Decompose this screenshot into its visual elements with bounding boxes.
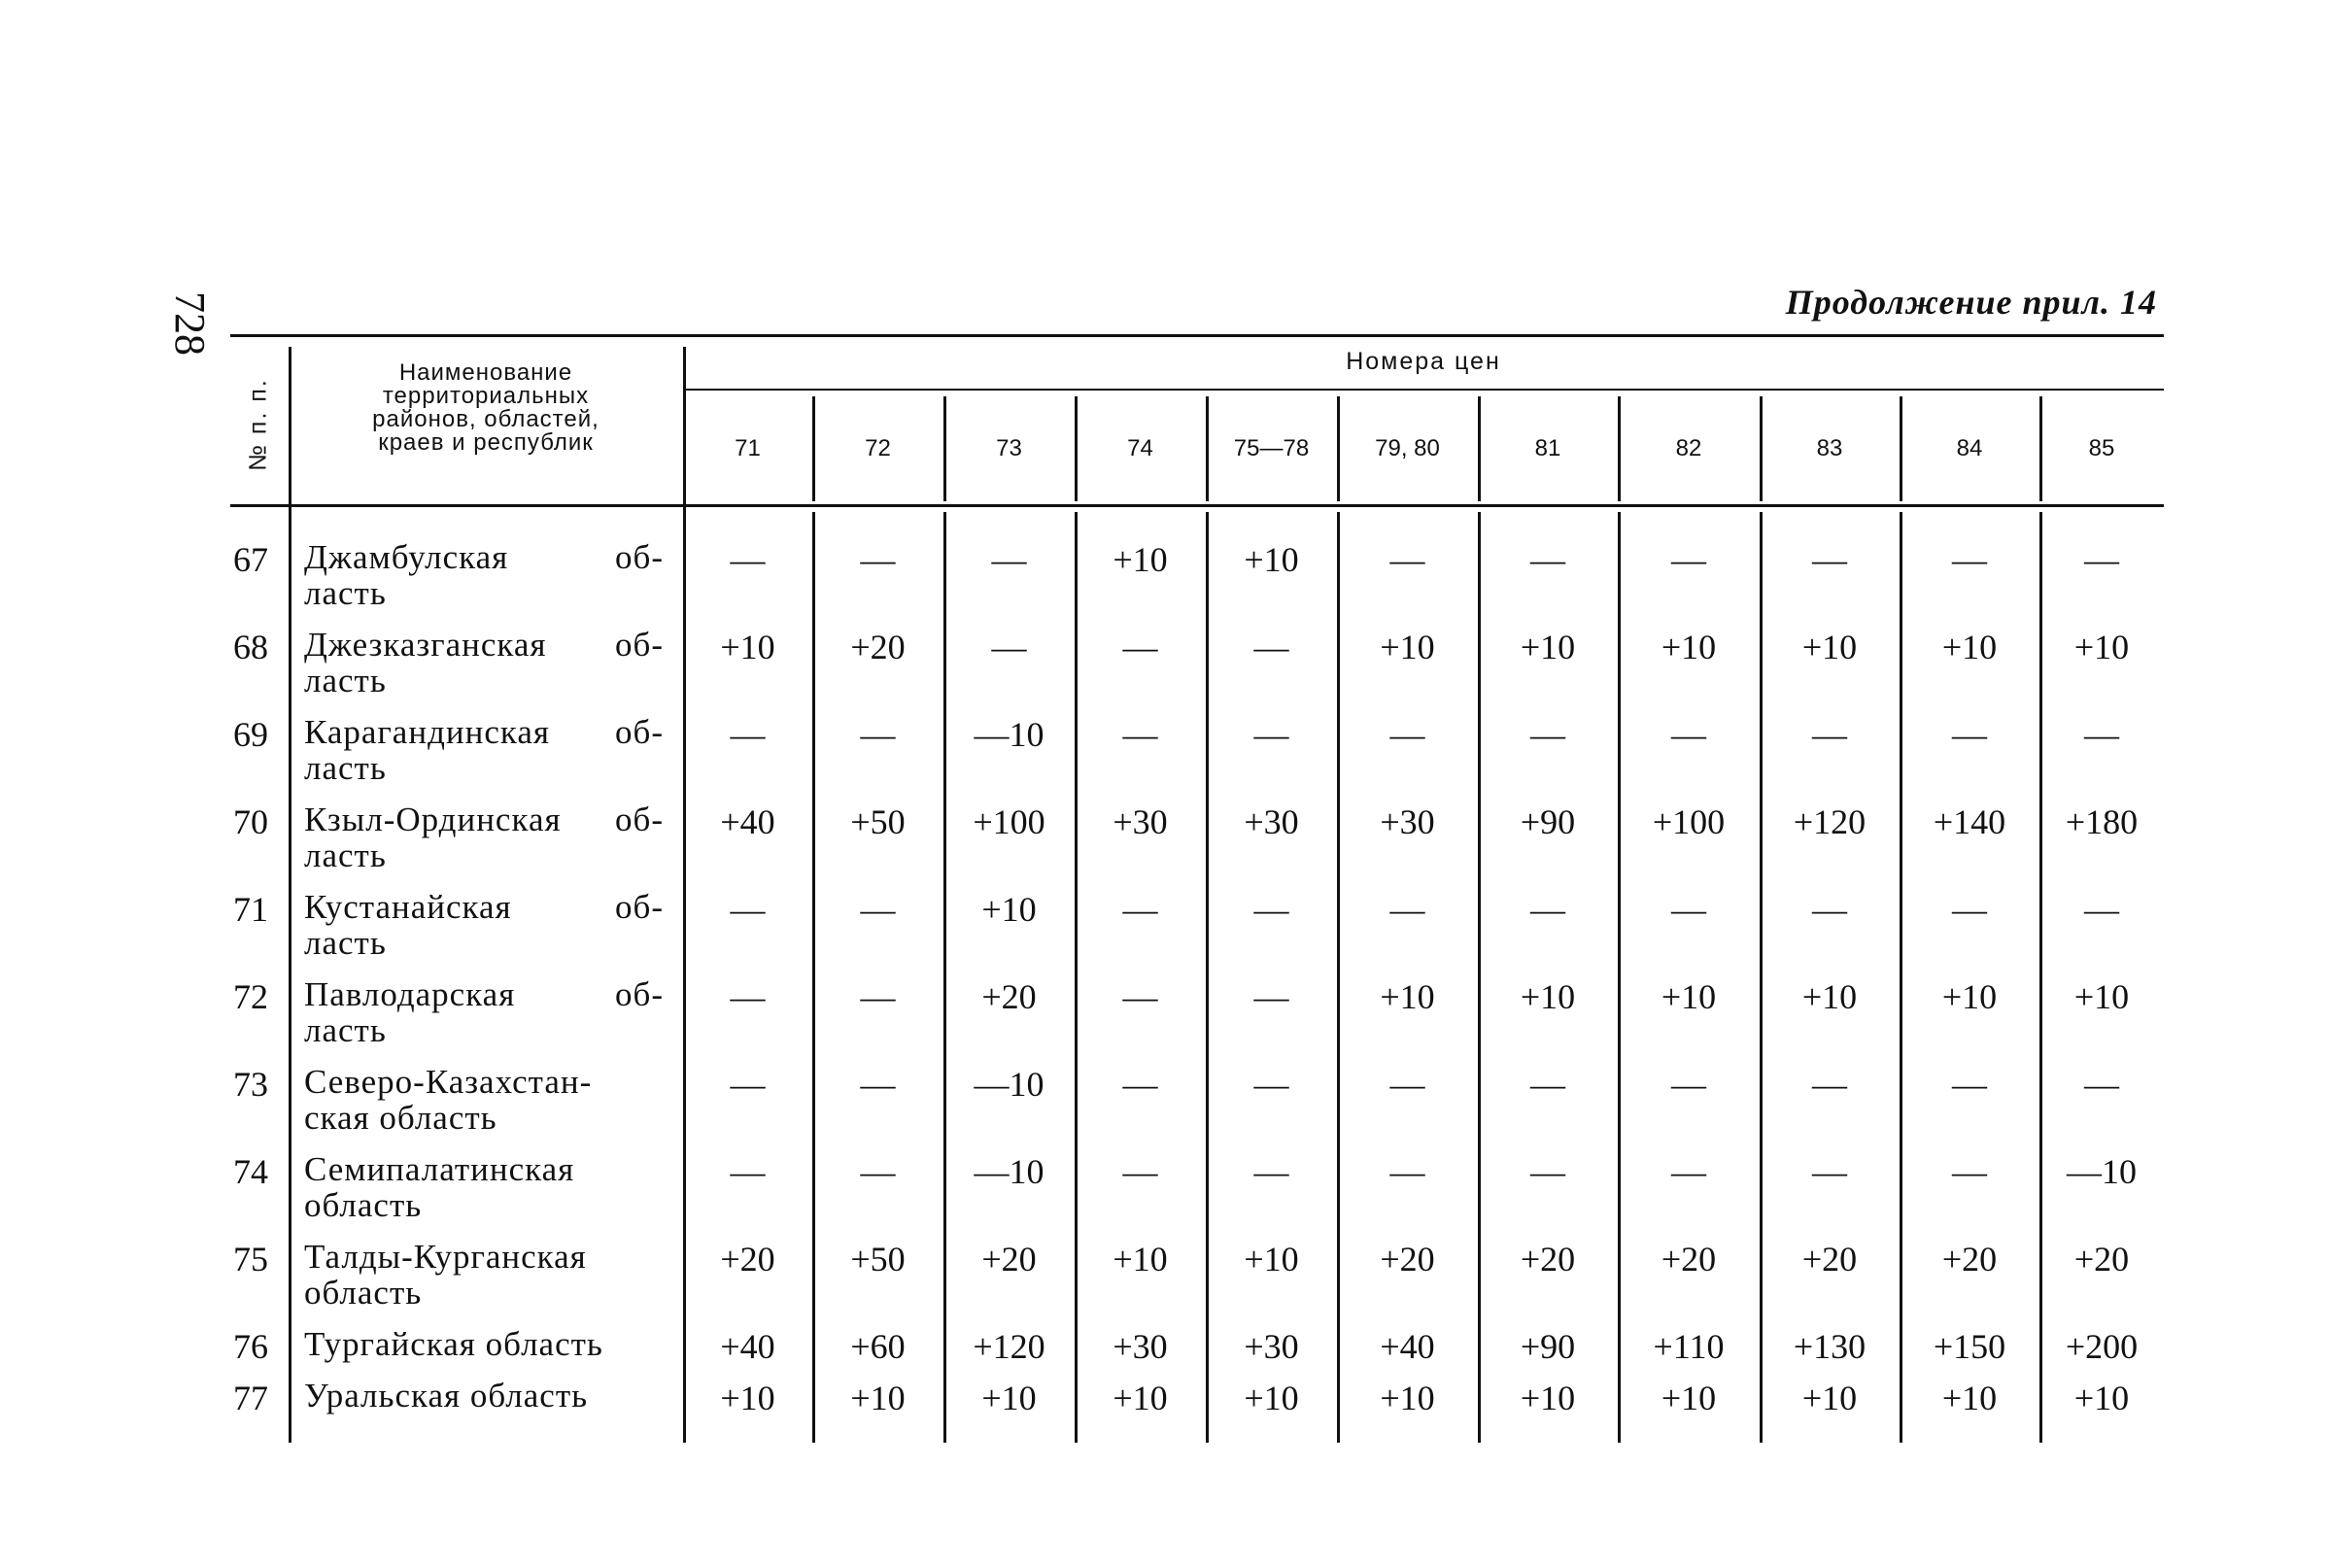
column-divider bbox=[2039, 396, 2042, 501]
price-cell: — bbox=[1389, 715, 1425, 754]
price-cell: — bbox=[1122, 628, 1158, 666]
price-cell: +140 bbox=[1933, 802, 2006, 841]
row-number: 77 bbox=[233, 1379, 268, 1417]
price-cell: — bbox=[1389, 1065, 1425, 1104]
price-cell: —10 bbox=[974, 715, 1045, 754]
continuation-title: Продолжение прил. 14 bbox=[1785, 283, 2157, 322]
price-cell: +10 bbox=[981, 890, 1037, 929]
row-number: 70 bbox=[233, 802, 268, 841]
price-cell: +50 bbox=[850, 1240, 906, 1278]
price-cell: — bbox=[1122, 1065, 1158, 1104]
region-name: Кустанайская об- ласть bbox=[304, 888, 664, 962]
price-cell: +10 bbox=[981, 1379, 1037, 1417]
price-cell: — bbox=[860, 890, 896, 929]
column-divider bbox=[1206, 396, 1209, 501]
price-cell: +10 bbox=[1520, 628, 1576, 666]
price-cell: +130 bbox=[1793, 1327, 1867, 1366]
table-top-rule bbox=[230, 334, 2164, 337]
region-name: Семипалатинская область bbox=[304, 1150, 575, 1224]
row-number: 68 bbox=[233, 628, 268, 666]
group-header-rule bbox=[683, 389, 2164, 391]
region-name: Тургайская область bbox=[304, 1325, 603, 1363]
row-number: 74 bbox=[233, 1152, 268, 1191]
price-cell: — bbox=[1122, 890, 1158, 929]
region-name: Павлодарская об- ласть bbox=[304, 975, 664, 1049]
price-cell: — bbox=[1952, 1065, 1987, 1104]
region-name: Северо-Казахстан- ская область bbox=[304, 1063, 593, 1137]
column-header: 71 bbox=[735, 435, 761, 461]
column-divider bbox=[1075, 396, 1078, 501]
price-cell: +10 bbox=[720, 628, 775, 666]
price-cell: — bbox=[991, 628, 1027, 666]
price-cell: +40 bbox=[720, 1327, 775, 1366]
price-numbers-group-header: Номера цен bbox=[1346, 348, 1501, 375]
price-cell: — bbox=[1530, 715, 1565, 754]
price-cell: +110 bbox=[1653, 1327, 1725, 1366]
column-header: 72 bbox=[865, 435, 891, 461]
price-cell: —10 bbox=[974, 1065, 1045, 1104]
price-cell: +120 bbox=[973, 1327, 1045, 1366]
row-number: 73 bbox=[233, 1065, 268, 1104]
price-cell: +10 bbox=[1113, 1379, 1168, 1417]
price-cell: — bbox=[1530, 1152, 1565, 1191]
price-cell: — bbox=[1671, 1065, 1706, 1104]
price-cell: — bbox=[1952, 890, 1987, 929]
price-cell: — bbox=[1812, 540, 1847, 579]
column-divider bbox=[1478, 396, 1481, 501]
price-cell: +200 bbox=[2065, 1327, 2139, 1366]
price-cell: — bbox=[1812, 1065, 1847, 1104]
price-cell: +10 bbox=[1941, 628, 1998, 666]
price-cell: — bbox=[1253, 1065, 1289, 1104]
price-cell: +30 bbox=[1244, 1327, 1299, 1366]
price-cell: — bbox=[1253, 628, 1289, 666]
price-cell: — bbox=[1253, 1152, 1289, 1191]
price-cell: — bbox=[2084, 715, 2119, 754]
price-cell: — bbox=[1389, 540, 1425, 579]
price-cell: — bbox=[730, 1065, 766, 1104]
row-number: 69 bbox=[233, 715, 268, 754]
price-cell: — bbox=[860, 715, 896, 754]
column-divider bbox=[1760, 396, 1763, 501]
price-cell: +10 bbox=[2073, 977, 2130, 1016]
price-cell: +10 bbox=[1520, 977, 1576, 1016]
price-cell: +100 bbox=[973, 802, 1045, 841]
column-divider bbox=[1900, 396, 1902, 501]
column-header: 84 bbox=[1956, 435, 1983, 461]
column-header: 74 bbox=[1127, 435, 1153, 461]
price-cell: +20 bbox=[2073, 1240, 2130, 1278]
region-name: Уральская область bbox=[304, 1377, 589, 1415]
price-cell: — bbox=[1389, 890, 1425, 929]
price-cell: +20 bbox=[1380, 1240, 1435, 1278]
price-cell: +100 bbox=[1652, 802, 1726, 841]
price-cell: +60 bbox=[850, 1327, 906, 1366]
price-cell: +10 bbox=[1520, 1379, 1576, 1417]
row-number: 76 bbox=[233, 1327, 268, 1366]
price-cell: — bbox=[1253, 977, 1289, 1016]
price-cell: — bbox=[860, 977, 896, 1016]
price-cell: +30 bbox=[1113, 1327, 1168, 1366]
price-cell: — bbox=[1389, 1152, 1425, 1191]
price-cell: +10 bbox=[1801, 977, 1858, 1016]
price-cell: +10 bbox=[1244, 540, 1299, 579]
price-cell: —10 bbox=[974, 1152, 1045, 1191]
price-cell: +20 bbox=[1801, 1240, 1858, 1278]
row-number: 72 bbox=[233, 977, 268, 1016]
price-cell: —10 bbox=[2067, 1152, 2137, 1191]
price-cell: +20 bbox=[1520, 1240, 1576, 1278]
row-number: 71 bbox=[233, 890, 268, 929]
price-cell: — bbox=[1812, 890, 1847, 929]
page-number: 728 bbox=[166, 291, 214, 356]
price-cell: — bbox=[2084, 540, 2119, 579]
price-cell: — bbox=[1253, 715, 1289, 754]
column-header: 75—78 bbox=[1233, 435, 1310, 461]
column-header: 83 bbox=[1816, 435, 1843, 461]
price-cell: — bbox=[730, 715, 766, 754]
price-cell: +10 bbox=[2073, 1379, 2130, 1417]
price-cell: +10 bbox=[1113, 540, 1168, 579]
column-divider bbox=[289, 347, 291, 1443]
price-cell: +120 bbox=[1793, 802, 1867, 841]
price-cell: — bbox=[2084, 890, 2119, 929]
price-cell: +90 bbox=[1520, 1327, 1576, 1366]
price-cell: +10 bbox=[1244, 1240, 1299, 1278]
region-name: Джезказганская об- ласть bbox=[304, 626, 664, 699]
price-cell: — bbox=[991, 540, 1027, 579]
region-name: Карагандинская об- ласть bbox=[304, 713, 664, 787]
price-cell: — bbox=[1952, 715, 1987, 754]
price-cell: +180 bbox=[2065, 802, 2139, 841]
price-cell: — bbox=[1812, 1152, 1847, 1191]
column-divider bbox=[1618, 396, 1621, 501]
price-cell: +20 bbox=[981, 977, 1037, 1016]
price-cell: — bbox=[1671, 1152, 1706, 1191]
price-cell: +20 bbox=[1941, 1240, 1998, 1278]
price-cell: +10 bbox=[1380, 1379, 1435, 1417]
price-cell: — bbox=[860, 1065, 896, 1104]
price-cell: — bbox=[1530, 1065, 1565, 1104]
price-cell: +90 bbox=[1520, 802, 1576, 841]
price-cell: +10 bbox=[1801, 1379, 1858, 1417]
row-number: 67 bbox=[233, 540, 268, 579]
column-header: 73 bbox=[996, 435, 1022, 461]
price-cell: +10 bbox=[1380, 628, 1435, 666]
price-cell: +10 bbox=[1941, 977, 1998, 1016]
price-cell: +40 bbox=[1380, 1327, 1435, 1366]
price-cell: +30 bbox=[1113, 802, 1168, 841]
name-column-header: Наименование территориальных районов, областей, краев и республик bbox=[372, 359, 599, 456]
price-cell: +150 bbox=[1933, 1327, 2006, 1366]
region-name: Джамбулская об- ласть bbox=[304, 538, 664, 612]
price-cell: +10 bbox=[1661, 1379, 1717, 1417]
price-cell: — bbox=[730, 1152, 766, 1191]
price-cell: — bbox=[1952, 1152, 1987, 1191]
price-cell: — bbox=[2084, 1065, 2119, 1104]
price-cell: +20 bbox=[850, 628, 906, 666]
price-cell: +10 bbox=[1661, 977, 1717, 1016]
price-cell: +30 bbox=[1244, 802, 1299, 841]
price-cell: +20 bbox=[720, 1240, 775, 1278]
price-cell: — bbox=[730, 540, 766, 579]
price-cell: +50 bbox=[850, 802, 906, 841]
header-bottom-rule bbox=[230, 504, 2164, 507]
row-number: 75 bbox=[233, 1240, 268, 1278]
price-cell: — bbox=[1122, 715, 1158, 754]
price-cell: +10 bbox=[1801, 628, 1858, 666]
price-cell: — bbox=[1671, 540, 1706, 579]
price-cell: +40 bbox=[720, 802, 775, 841]
region-name: Кзыл-Ординская об- ласть bbox=[304, 801, 664, 874]
price-cell: — bbox=[1530, 540, 1565, 579]
price-cell: — bbox=[860, 540, 896, 579]
price-cell: — bbox=[1952, 540, 1987, 579]
price-cell: +10 bbox=[850, 1379, 906, 1417]
price-cell: — bbox=[860, 1152, 896, 1191]
price-cell: — bbox=[1671, 890, 1706, 929]
column-header: 85 bbox=[2088, 435, 2115, 461]
price-cell: +10 bbox=[720, 1379, 775, 1417]
column-divider bbox=[1337, 396, 1340, 501]
price-cell: +10 bbox=[1113, 1240, 1168, 1278]
price-cell: — bbox=[1122, 1152, 1158, 1191]
column-header: 82 bbox=[1675, 435, 1702, 461]
price-cell: — bbox=[1671, 715, 1706, 754]
price-cell: +20 bbox=[1661, 1240, 1717, 1278]
price-cell: — bbox=[1122, 977, 1158, 1016]
price-cell: +20 bbox=[981, 1240, 1037, 1278]
price-cell: — bbox=[730, 977, 766, 1016]
column-header: 81 bbox=[1534, 435, 1561, 461]
price-cell: +10 bbox=[1941, 1379, 1998, 1417]
column-divider bbox=[812, 396, 815, 501]
region-name: Талды-Курганская область bbox=[304, 1238, 587, 1312]
price-cell: — bbox=[1812, 715, 1847, 754]
price-cell: +10 bbox=[1661, 628, 1717, 666]
price-cell: — bbox=[1253, 890, 1289, 929]
column-header: 79, 80 bbox=[1375, 435, 1440, 461]
price-cell: +10 bbox=[1244, 1379, 1299, 1417]
price-cell: +10 bbox=[1380, 977, 1435, 1016]
column-divider bbox=[943, 396, 946, 501]
price-cell: — bbox=[730, 890, 766, 929]
price-cell: — bbox=[1530, 890, 1565, 929]
price-cell: +30 bbox=[1380, 802, 1435, 841]
price-cell: +10 bbox=[2073, 628, 2130, 666]
index-column-header: № п. п. bbox=[244, 378, 272, 471]
